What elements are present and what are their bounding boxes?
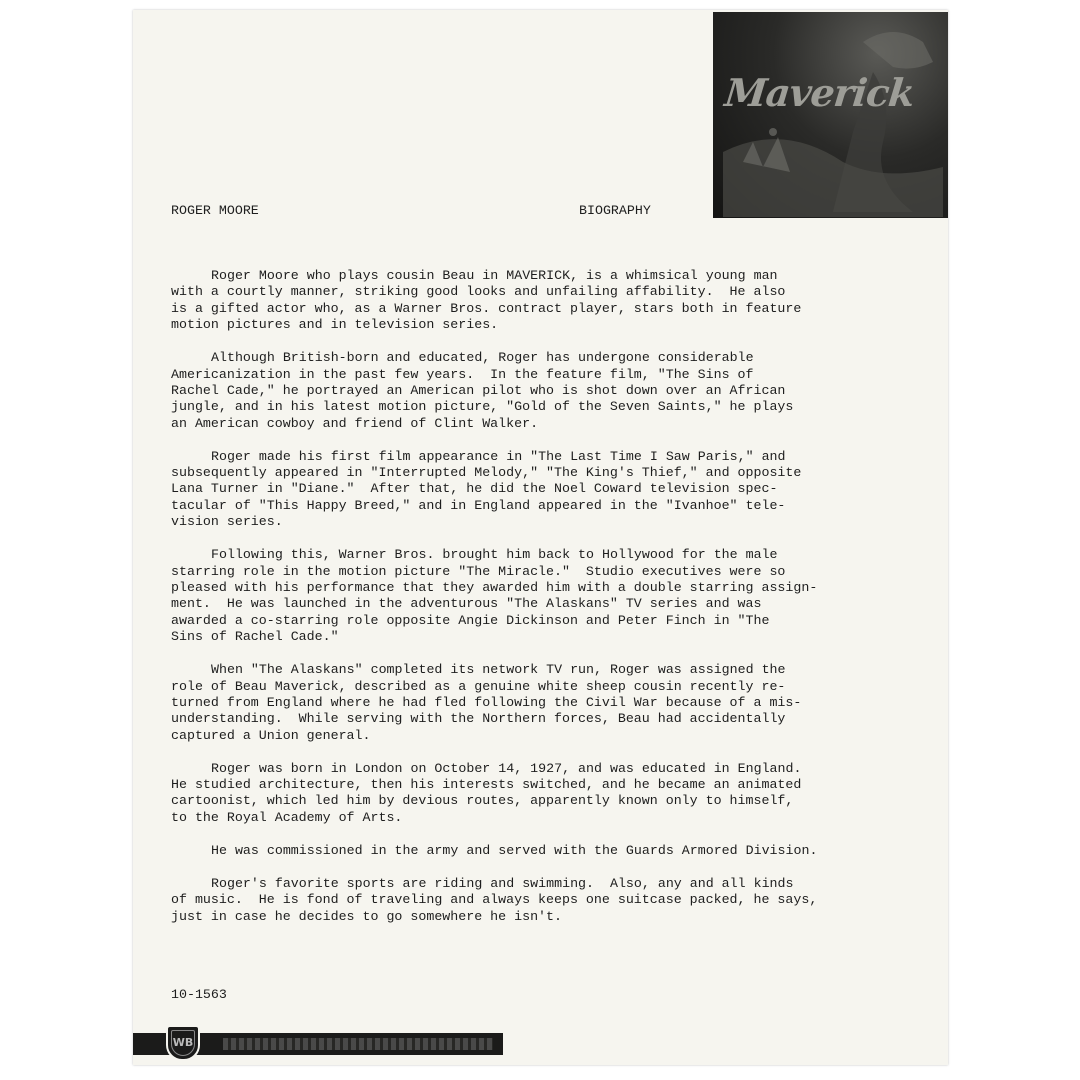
- wb-shield-icon: [166, 1025, 200, 1061]
- text-line: Roger was born in London on October 14, 1927, and was educated in England.: [211, 760, 802, 776]
- text-line: Roger Moore who plays cousin Beau in MAVERICK, is a whimsical young man: [211, 268, 778, 283]
- biography-paragraph: [171, 843, 946, 859]
- text-line: Roger's favorite sports are riding and swimming. Also, any and all kinds: [211, 875, 794, 891]
- cowboy-silhouette-icon: [713, 12, 948, 218]
- text-line: Roger made his first film appearance in "The Last Time I Saw Paris," and: [211, 448, 786, 464]
- text-line: Rachel Cade," he portrayed an American pilot who is shot down over an African: [171, 382, 786, 398]
- text-line: cartoonist, which led him by devious routes, apparently known only to himself,: [171, 793, 794, 809]
- text-line: He studied architecture, then his interests switched, and he became an animated: [171, 777, 802, 793]
- wb-shield-lettering: WB: [171, 1030, 195, 1056]
- biography-paragraph: [171, 547, 946, 645]
- biography-body: [171, 268, 946, 941]
- text-line: vision series.: [171, 514, 283, 530]
- logo-wordmark: Maverick: [722, 70, 917, 115]
- text-line: awarded a co-starring role opposite Angie Dickinson and Peter Finch in "The: [171, 612, 770, 628]
- text-line: tacular of "This Happy Breed," and in England appeared in the "Ivanhoe" tele-: [171, 497, 786, 513]
- text-line: to the Royal Academy of Arts.: [171, 809, 403, 825]
- text-line: an American cowboy and friend of Clint Walker.: [171, 415, 539, 431]
- biography-paragraph: [171, 350, 946, 432]
- document-page: [133, 10, 948, 1065]
- footer-strip: [223, 1038, 493, 1050]
- biography-paragraph: [171, 662, 946, 744]
- text-line: Sins of Rachel Cade.": [171, 629, 339, 645]
- biography-paragraph: [171, 268, 946, 334]
- text-line: pleased with his performance that they awarded him with a double starring assign-: [171, 580, 818, 595]
- text-line: motion pictures and in television series.: [171, 317, 499, 333]
- text-line: He was commissioned in the army and served with the Guards Armored Division.: [211, 842, 818, 858]
- biography-paragraph: [171, 449, 946, 531]
- warner-bros-footer-bar: [133, 1033, 503, 1055]
- text-line: ment. He was launched in the adventurous "The Alaskans" TV series and was: [171, 596, 762, 612]
- document-type: BIOGRAPHY: [579, 203, 651, 218]
- text-line: with a courtly manner, striking good looks and unfailing affability. He also: [171, 284, 786, 300]
- text-line: just in case he decides to go somewhere he isn't.: [171, 908, 562, 924]
- text-line: Americanization in the past few years. In the feature film, "The Sins of: [171, 366, 754, 382]
- release-code: 10-1563: [171, 987, 227, 1002]
- text-line: subsequently appeared in "Interrupted Melody," "The King's Thief," and opposite: [171, 465, 802, 481]
- text-line: of music. He is fond of traveling and always keeps one suitcase packed, he says,: [171, 892, 818, 908]
- biography-paragraph: [171, 761, 946, 827]
- text-line: Lana Turner in "Diane." After that, he did the Noel Coward television spec-: [171, 481, 778, 497]
- text-line: Although British-born and educated, Roger has undergone considerable: [211, 350, 754, 366]
- text-line: starring role in the motion picture "The Miracle." Studio executives were so: [171, 563, 786, 579]
- text-line: When "The Alaskans" completed its network TV run, Roger was assigned the: [211, 662, 786, 678]
- text-line: understanding. While serving with the Northern forces, Beau had accidentally: [171, 711, 786, 727]
- maverick-logo: [713, 12, 948, 218]
- subject-name: ROGER MOORE: [171, 203, 259, 218]
- text-line: captured a Union general.: [171, 727, 371, 743]
- biography-paragraph: [171, 876, 946, 925]
- text-line: Following this, Warner Bros. brought him back to Hollywood for the male: [211, 547, 778, 563]
- text-line: jungle, and in his latest motion picture, "Gold of the Seven Saints," he plays: [171, 399, 794, 415]
- text-line: turned from England where he had fled following the Civil War because of a mis-: [171, 694, 802, 710]
- text-line: role of Beau Maverick, described as a genuine white sheep cousin recently re-: [171, 678, 786, 694]
- text-line: is a gifted actor who, as a Warner Bros. contract player, stars both in feature: [171, 300, 802, 316]
